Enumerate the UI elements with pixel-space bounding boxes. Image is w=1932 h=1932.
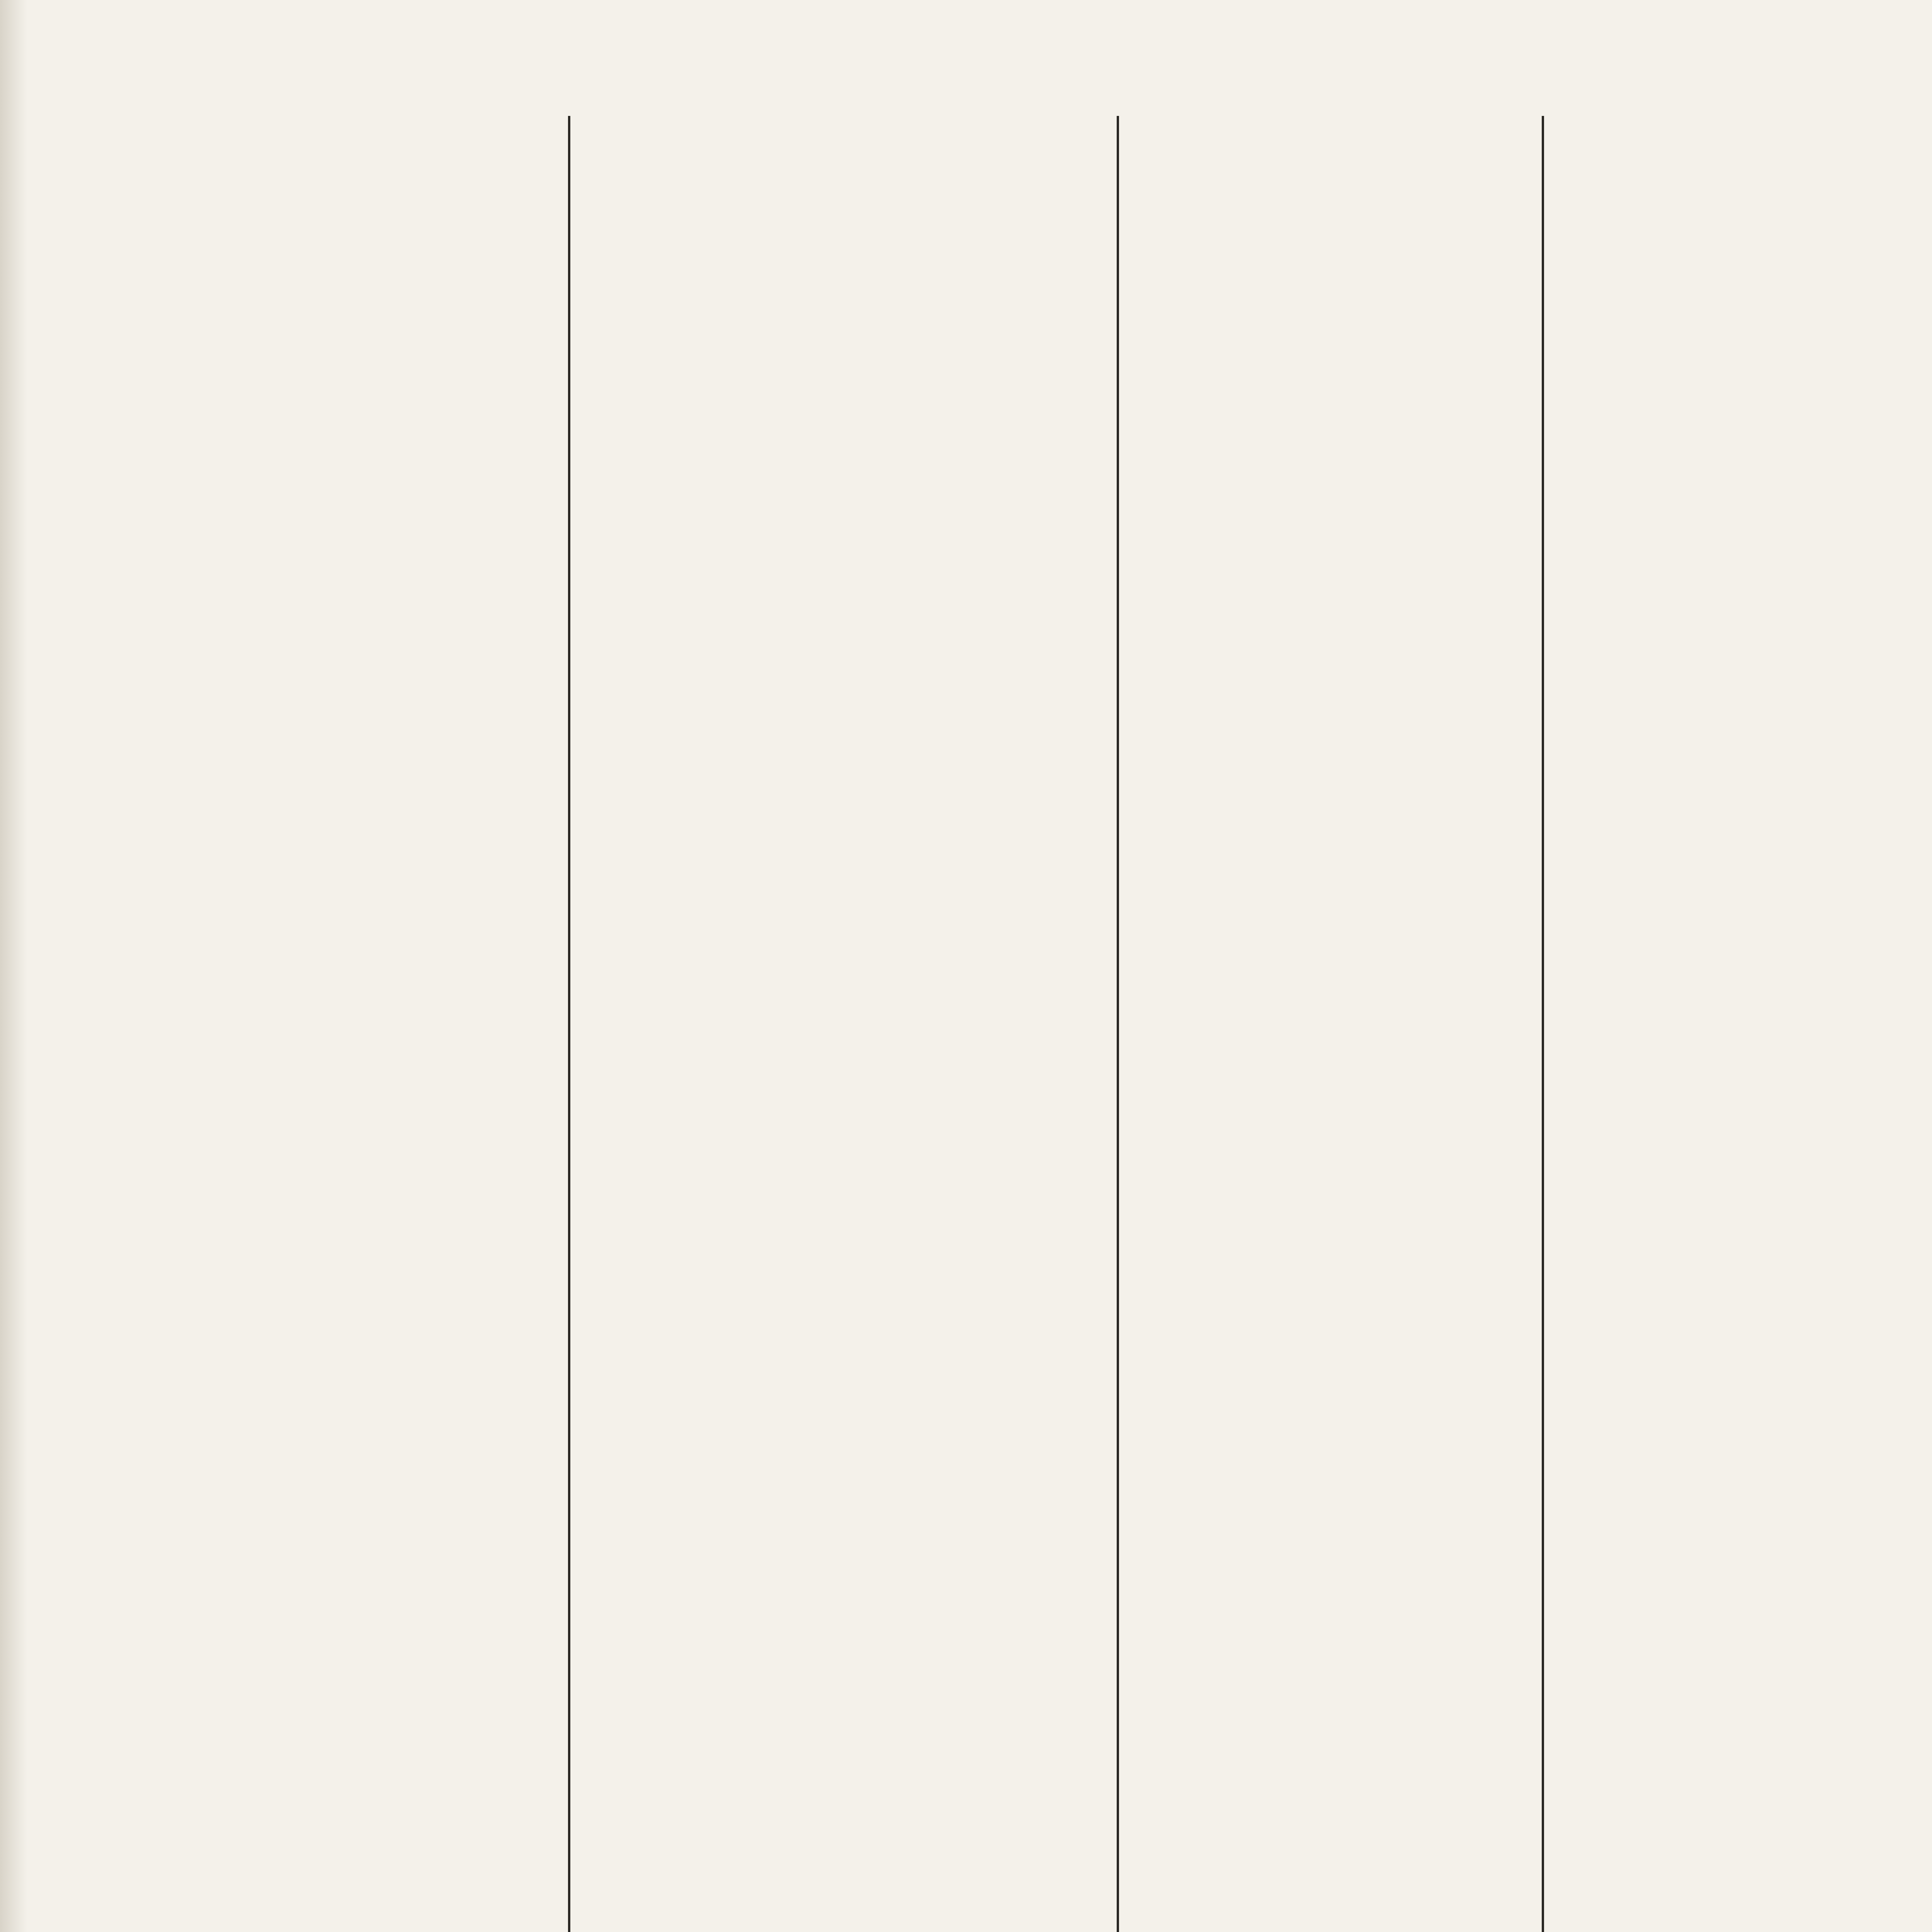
- column-rule-3: [1542, 116, 1544, 1932]
- column-rule-2: [1117, 116, 1119, 1932]
- page-scan-edge-left: [0, 0, 27, 1932]
- column-1: [263, 124, 653, 1932]
